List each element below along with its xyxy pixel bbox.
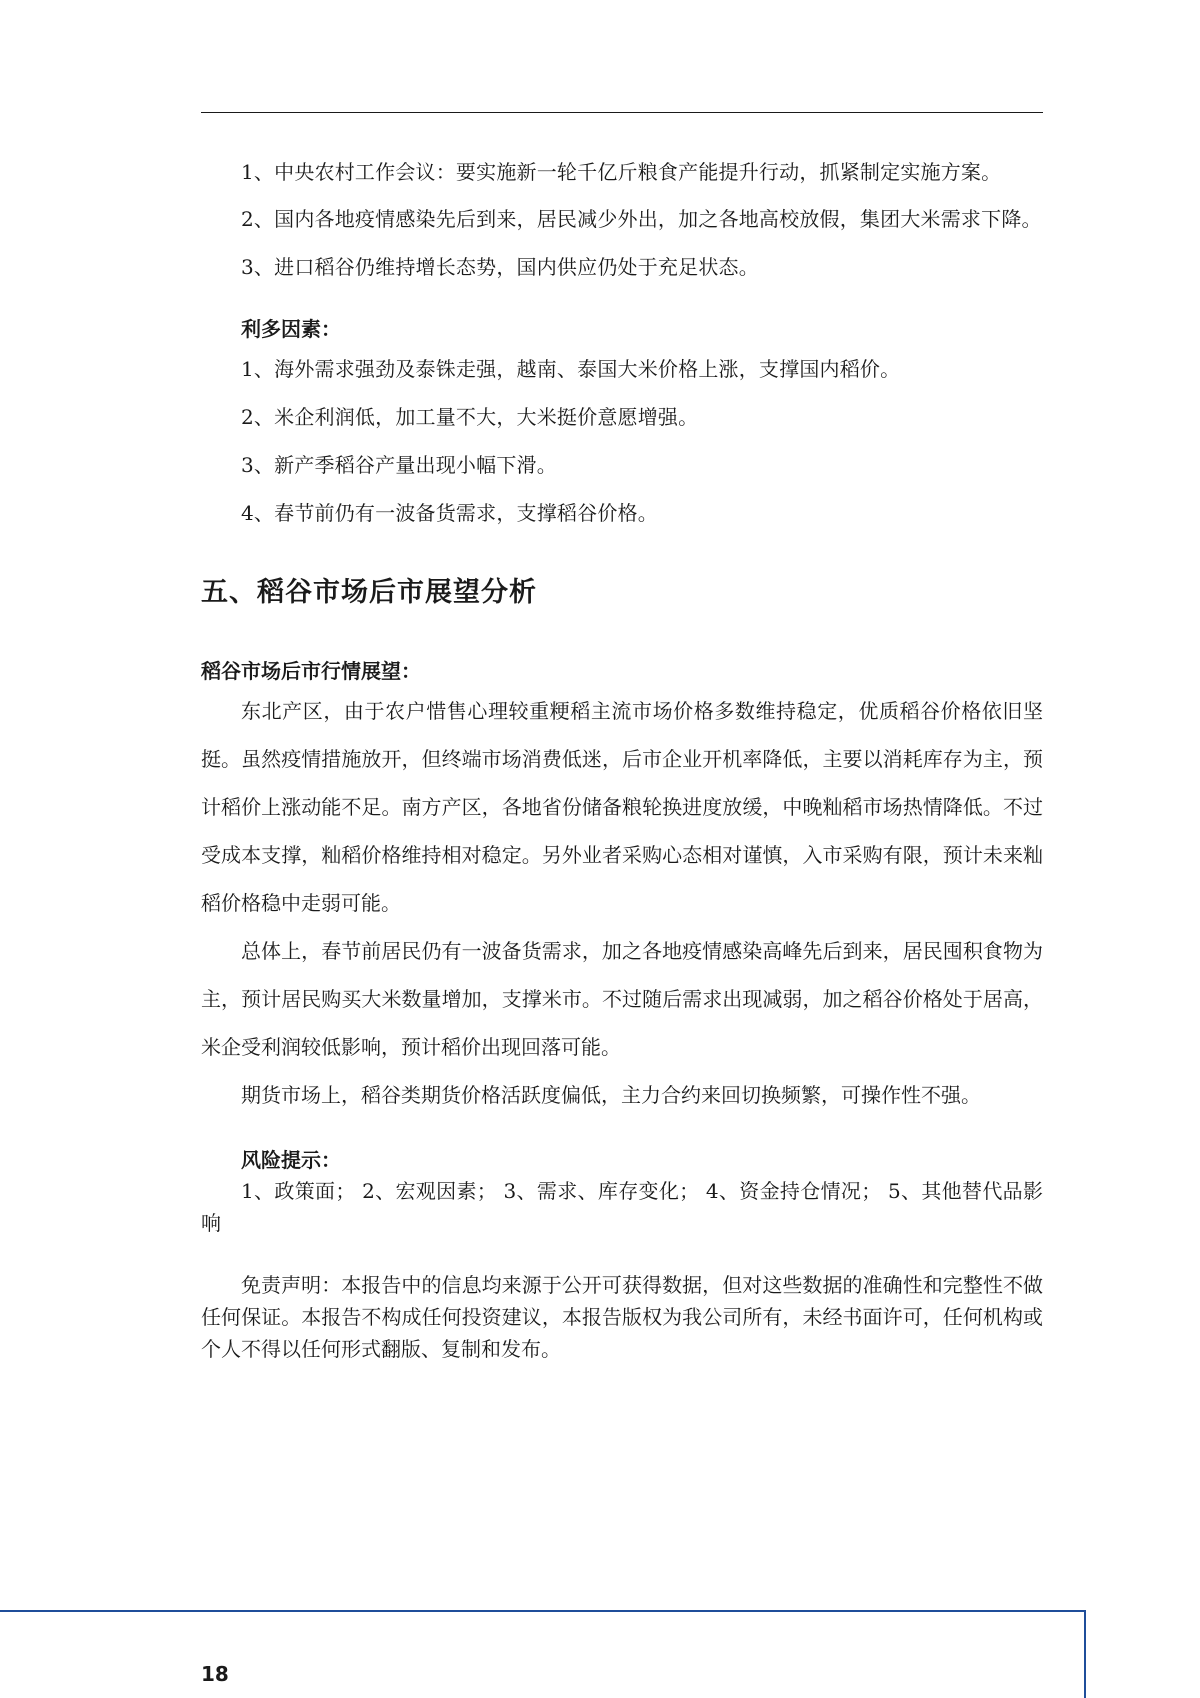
- list-item: 4、春节前仍有一波备货需求，支撑稻谷价格。: [241, 501, 658, 525]
- section-title: 五、稻谷市场后市展望分析: [201, 577, 537, 608]
- outlook-paragraph: 东北产区，由于农户惜售心理较重粳稻主流市场价格多数维持稳定，优质稻谷价格依旧坚挺。虽然疫情措施放开，但终端市场消费低迷，后市企业开机率降低，主要以消耗库存为主，预计稻价上涨动能不足。南方产区，各地省份储备粮轮换进度放缓，中晚籼稻市场热情降低。不过受成本支撑，籼稻价格维持相对稳定。另外业者采购心态相对谨慎，入市采购有限，预计未来籼稻价格稳中走弱可能。: [201, 699, 1043, 915]
- outlook-paragraph: 总体上，春节前居民仍有一波备货需求，加之各地疫情感染高峰先后到来，居民囤积食物为主，预计居民购买大米数量增加，支撑米市。不过随后需求出现减弱，加之稻谷价格处于居高，米企受利润较低影响，预计稻价出现回落可能。: [201, 939, 1043, 1059]
- list-item: 2、米企利润低，加工量不大，大米挺价意愿增强。: [241, 405, 699, 429]
- list-item: 3、进口稻谷仍维持增长态势，国内供应仍处于充足状态。: [241, 255, 759, 279]
- risk-heading: 风险提示：: [241, 1148, 341, 1172]
- footer-rule: [0, 1610, 1086, 1612]
- list-item: 3、新产季稻谷产量出现小幅下滑。: [241, 453, 557, 477]
- outlook-paragraph: 期货市场上，稻谷类期货价格活跃度偏低，主力合约来回切换频繁，可操作性不强。: [241, 1083, 981, 1107]
- page-number: 18: [201, 1662, 229, 1686]
- risk-text: 1、政策面； 2、宏观因素； 3、需求、库存变化； 4、资金持仓情况； 5、其他替代品影响: [201, 1179, 1043, 1235]
- footer-rule-vertical: [1084, 1610, 1086, 1698]
- page-content: [201, 152, 1043, 1365]
- list-item: 1、中央农村工作会议：要实施新一轮千亿斤粮食产能提升行动，抓紧制定实施方案。: [241, 160, 1002, 184]
- bullish-heading: 利多因素：: [241, 317, 341, 341]
- list-item: 2、国内各地疫情感染先后到来，居民减少外出，加之各地高校放假，集团大米需求下降。: [241, 207, 1042, 231]
- disclaimer: 免责声明：本报告中的信息均来源于公开可获得数据，但对这些数据的准确性和完整性不做任何保证。本报告不构成任何投资建议，本报告版权为我公司所有，未经书面许可，任何机构或个人不得以任何形式翻版、复制和发布。: [201, 1273, 1043, 1361]
- outlook-heading: 稻谷市场后市行情展望：: [201, 659, 421, 683]
- header-rule: [201, 112, 1043, 113]
- list-item: 1、海外需求强劲及泰铢走强，越南、泰国大米价格上涨，支撑国内稻价。: [241, 357, 901, 381]
